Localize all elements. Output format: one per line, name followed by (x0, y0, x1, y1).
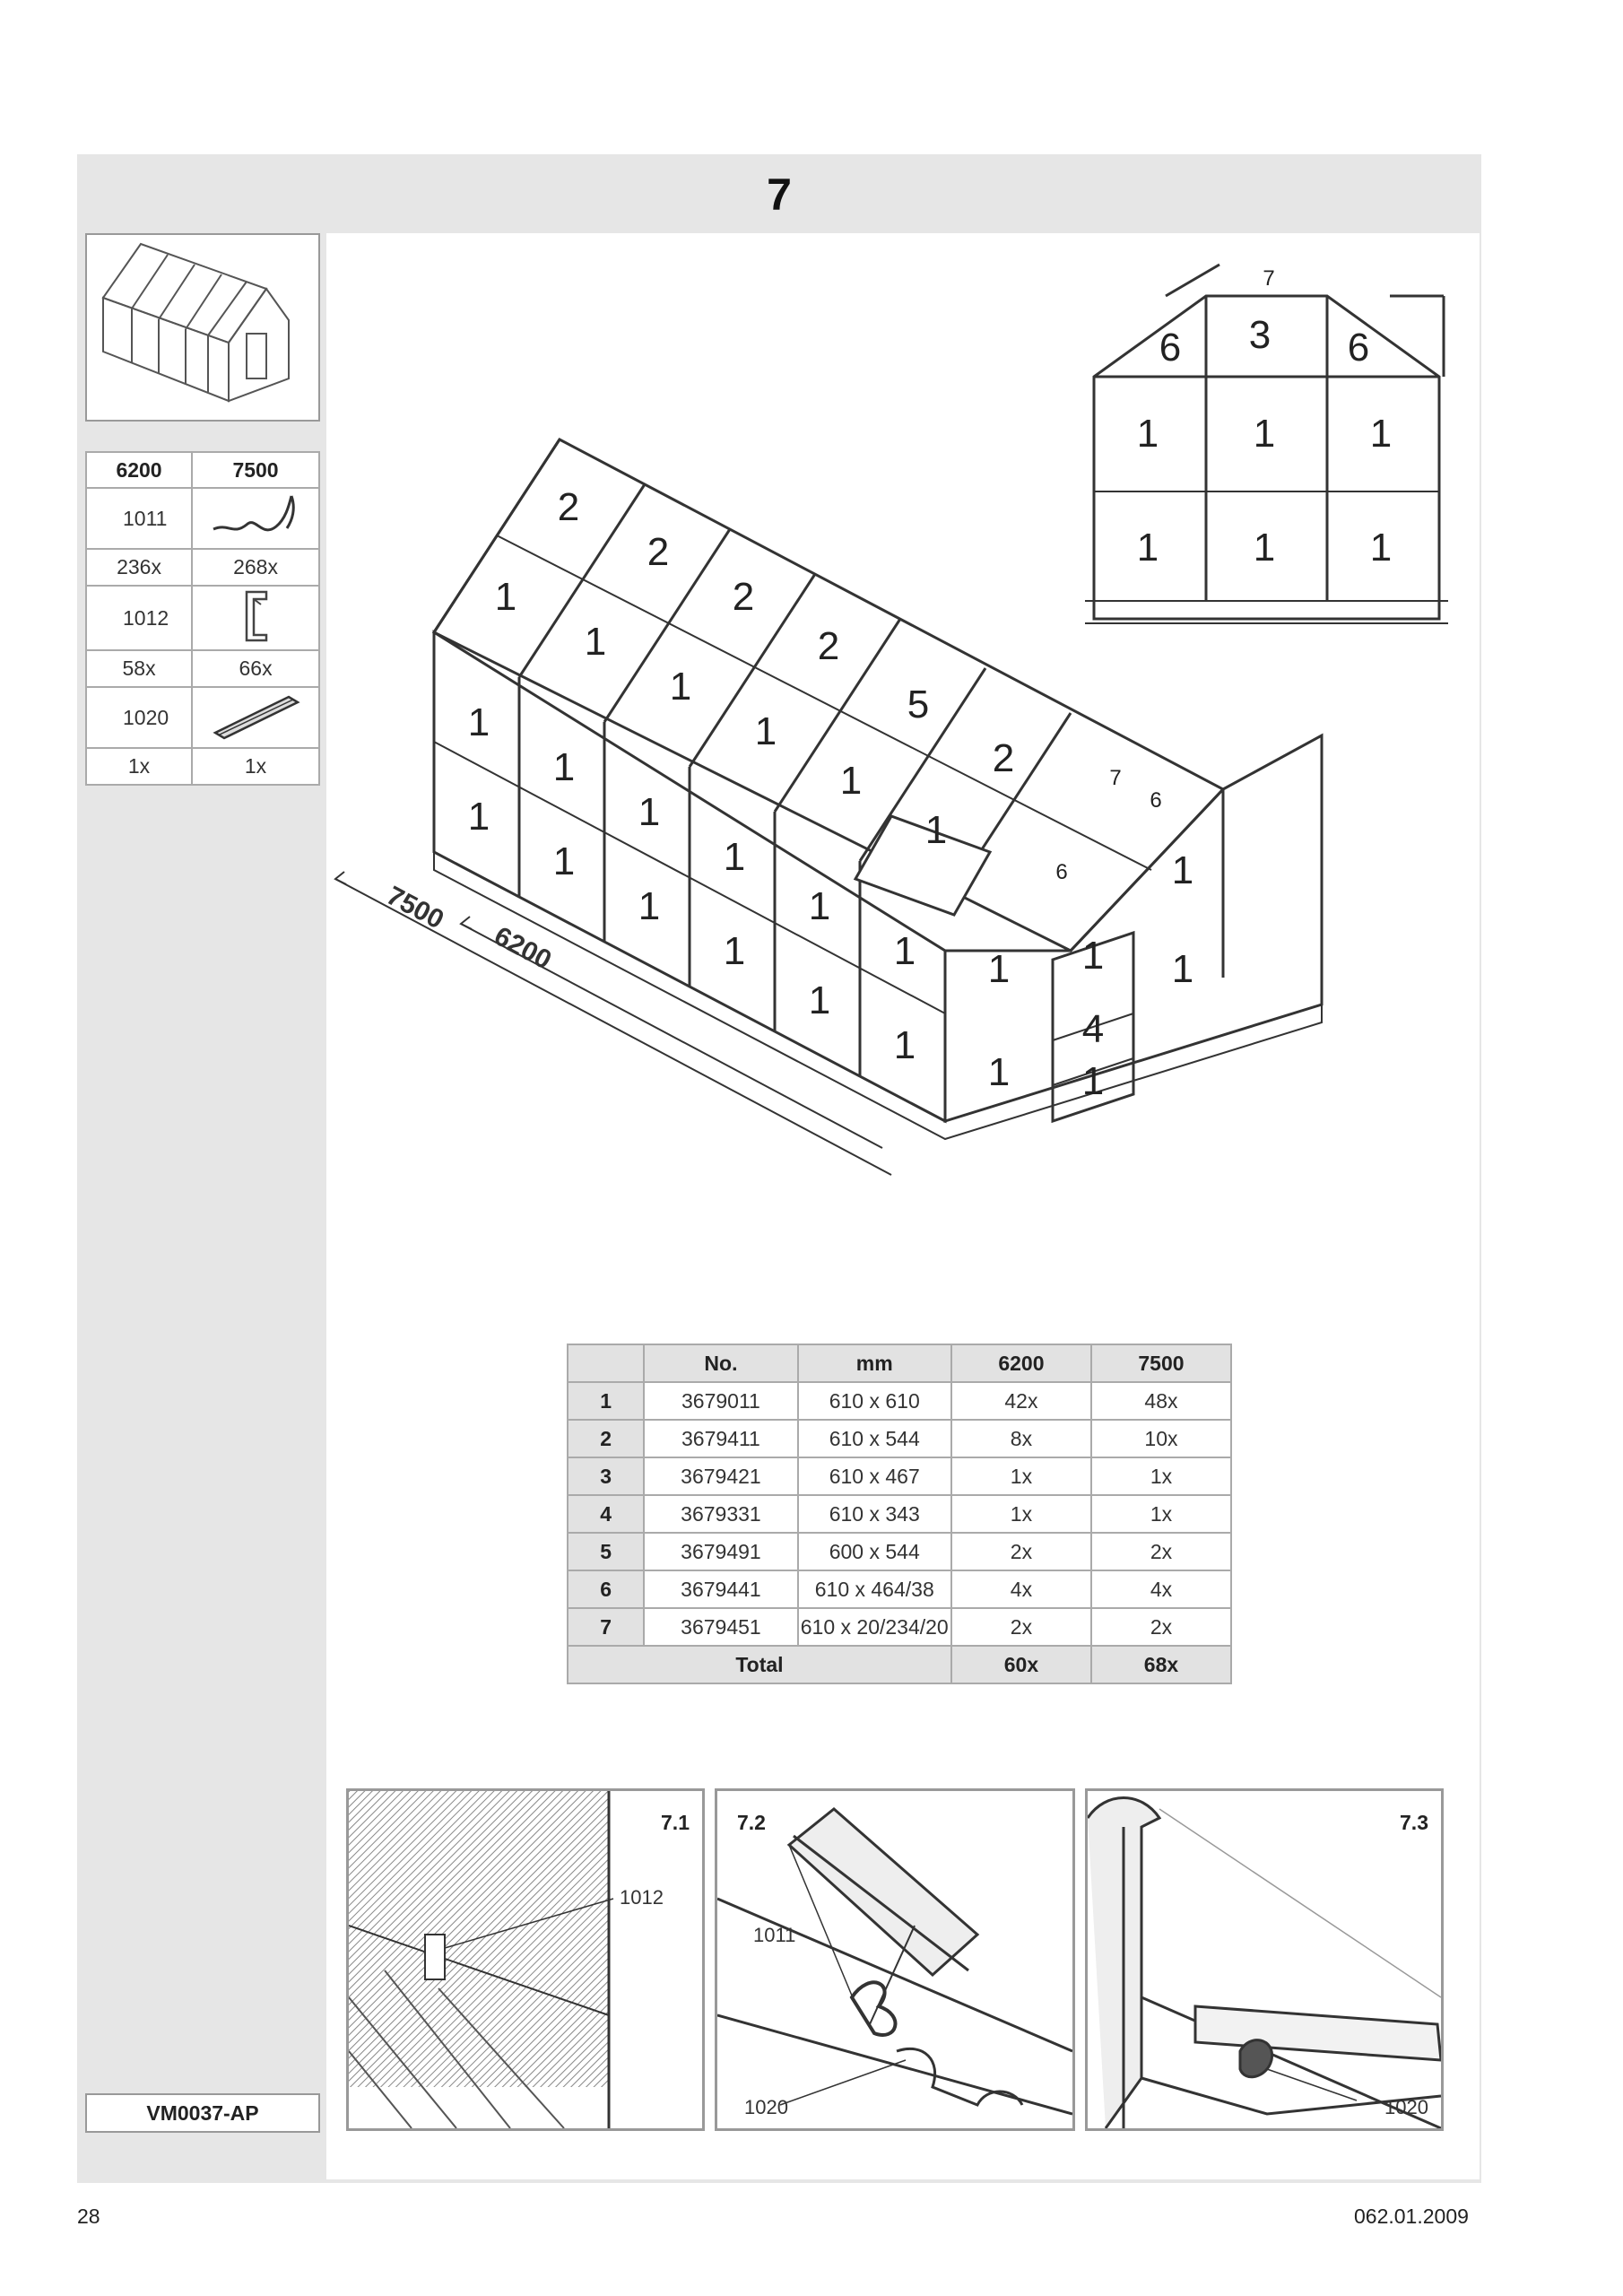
qty-1020-6200: 1x (86, 748, 192, 785)
qty-6200: 1x (951, 1495, 1091, 1533)
panel-label: 1 (924, 808, 948, 852)
row-index: 2 (568, 1420, 644, 1457)
greenhouse-thumbnail (85, 233, 320, 422)
panel-label: 1 (638, 790, 661, 834)
qty-7500: 2x (1091, 1608, 1231, 1646)
door-panel-label: 1 (1081, 934, 1105, 978)
hardware-table (85, 451, 320, 786)
table-row (568, 1495, 1231, 1533)
qty-1012-6200: 58x (86, 650, 192, 687)
dimension-7500: 7500 (381, 881, 449, 935)
total-label: Total (568, 1646, 951, 1683)
qty-6200: 2x (951, 1533, 1091, 1570)
panel-label: 1 (839, 759, 863, 803)
panel-label: 1 (754, 709, 777, 753)
part-size: 610 x 467 (798, 1457, 951, 1495)
table-row (568, 1570, 1231, 1608)
row-index: 4 (568, 1495, 644, 1533)
part-number: 3679411 (644, 1420, 797, 1457)
callout-1020: 1020 (744, 2096, 788, 2118)
qty-1011-7500: 268x (192, 549, 319, 586)
parts-header-blank (568, 1344, 644, 1382)
gable-panel-label: 7 (1109, 766, 1122, 790)
bracket-clip-icon (192, 586, 319, 650)
elevation-panel-label: 1 (1369, 412, 1393, 456)
panel-label: 1 (467, 700, 490, 744)
part-code-1011: 1011 (86, 488, 192, 549)
callout-1012: 1012 (620, 1886, 664, 1909)
table-row (568, 1420, 1231, 1457)
part-code-1012: 1012 (86, 586, 192, 650)
qty-7500: 1x (1091, 1495, 1231, 1533)
elevation-panel-label: 1 (1136, 412, 1159, 456)
parts-header-no: No. (644, 1344, 797, 1382)
elevation-panel-label: 6 (1159, 326, 1182, 370)
elevation-panel-label: 7 (1263, 266, 1275, 291)
row-index: 7 (568, 1608, 644, 1646)
total-row (568, 1646, 1231, 1683)
panel-label: 1 (1171, 947, 1194, 991)
part-number: 3679491 (644, 1533, 797, 1570)
elevation-panel-label: 1 (1253, 526, 1276, 570)
part-number: 3679331 (644, 1495, 797, 1533)
panel-label: 1 (987, 947, 1011, 991)
profile-strip-icon (192, 687, 319, 748)
qty-7500: 2x (1091, 1533, 1231, 1570)
model-code: VM0037-AP (85, 2093, 320, 2133)
roof-panel-label: 2 (732, 575, 755, 619)
side-header-6200: 6200 (86, 452, 192, 488)
panel-label: 1 (638, 884, 661, 928)
parts-header-mm: mm (798, 1344, 951, 1382)
panel-label: 1 (584, 620, 607, 664)
part-size: 600 x 544 (798, 1533, 951, 1570)
part-code-1020: 1020 (86, 687, 192, 748)
callout-1011: 1011 (753, 1924, 796, 1946)
elevation-panel-label: 1 (1369, 526, 1393, 570)
qty-1020-7500: 1x (192, 748, 319, 785)
detail-7-2 (715, 1788, 1075, 2131)
row-index: 3 (568, 1457, 644, 1495)
qty-7500: 48x (1091, 1382, 1231, 1420)
row-index: 5 (568, 1533, 644, 1570)
page-date: 062.01.2009 (1354, 2205, 1469, 2228)
row-index: 1 (568, 1382, 644, 1420)
roof-panel-label: 2 (647, 530, 670, 574)
part-number: 3679451 (644, 1608, 797, 1646)
step-number: 7 (767, 170, 792, 220)
panel-label: 1 (467, 795, 490, 839)
part-number: 3679011 (644, 1382, 797, 1420)
panel-label: 1 (669, 665, 692, 709)
side-header-7500: 7500 (192, 452, 319, 488)
part-size: 610 x 610 (798, 1382, 951, 1420)
qty-6200: 4x (951, 1570, 1091, 1608)
qty-6200: 8x (951, 1420, 1091, 1457)
elevation-panel-label: 6 (1347, 326, 1370, 370)
gable-panel-label: 6 (1150, 788, 1162, 813)
panel-label: 1 (893, 1023, 916, 1067)
greenhouse-thumbnail-icon (87, 235, 318, 420)
total-7500: 68x (1091, 1646, 1231, 1683)
part-size: 610 x 343 (798, 1495, 951, 1533)
panel-label: 1 (808, 884, 831, 928)
panel-label: 1 (552, 839, 576, 883)
qty-1012-7500: 66x (192, 650, 319, 687)
roof-panel-label: 2 (557, 485, 580, 529)
panel-label: 1 (494, 575, 517, 619)
parts-header-7500: 7500 (1091, 1344, 1231, 1382)
part-number: 3679421 (644, 1457, 797, 1495)
panel-label: 1 (987, 1050, 1011, 1094)
part-size: 610 x 544 (798, 1420, 951, 1457)
table-row (568, 1533, 1231, 1570)
panel-label: 1 (723, 835, 746, 879)
wire-clip-icon (192, 488, 319, 549)
detail-label: 7.1 (661, 1811, 690, 1834)
roof-panel-label: 2 (992, 736, 1015, 780)
table-row (568, 1382, 1231, 1420)
table-row (568, 1608, 1231, 1646)
vent-panel-label: 5 (907, 683, 930, 726)
qty-7500: 4x (1091, 1570, 1231, 1608)
total-6200: 60x (951, 1646, 1091, 1683)
panel-label: 1 (552, 745, 576, 789)
panel-label: 1 (893, 929, 916, 973)
row-index: 6 (568, 1570, 644, 1608)
panel-label: 1 (723, 929, 746, 973)
elevation-panel-label: 3 (1248, 313, 1271, 357)
door-panel-label: 4 (1081, 1007, 1105, 1051)
panel-label: 1 (808, 978, 831, 1022)
qty-6200: 2x (951, 1608, 1091, 1646)
elevation-panel-label: 1 (1136, 526, 1159, 570)
part-size: 610 x 464/38 (798, 1570, 951, 1608)
detail-7-3 (1085, 1788, 1444, 2131)
panel-label: 1 (1171, 848, 1194, 892)
front-elevation-drawing (1076, 242, 1471, 637)
part-number: 3679441 (644, 1570, 797, 1608)
qty-7500: 10x (1091, 1420, 1231, 1457)
elevation-panel-label: 1 (1253, 412, 1276, 456)
callout-1020: 1020 (1384, 2096, 1428, 2118)
qty-1011-6200: 236x (86, 549, 192, 586)
detail-7-1 (346, 1788, 705, 2131)
part-size: 610 x 20/234/20 (798, 1608, 951, 1646)
qty-6200: 1x (951, 1457, 1091, 1495)
parts-table (567, 1344, 1232, 1684)
door-panel-label: 1 (1081, 1059, 1105, 1103)
page-number: 28 (77, 2205, 100, 2228)
parts-header-6200: 6200 (951, 1344, 1091, 1382)
qty-7500: 1x (1091, 1457, 1231, 1495)
detail-label: 7.2 (737, 1811, 766, 1834)
dimension-6200: 6200 (489, 921, 557, 976)
detail-label: 7.3 (1400, 1811, 1428, 1834)
gable-panel-label: 6 (1055, 860, 1068, 884)
roof-panel-label: 2 (817, 624, 840, 668)
table-row (568, 1457, 1231, 1495)
qty-6200: 42x (951, 1382, 1091, 1420)
